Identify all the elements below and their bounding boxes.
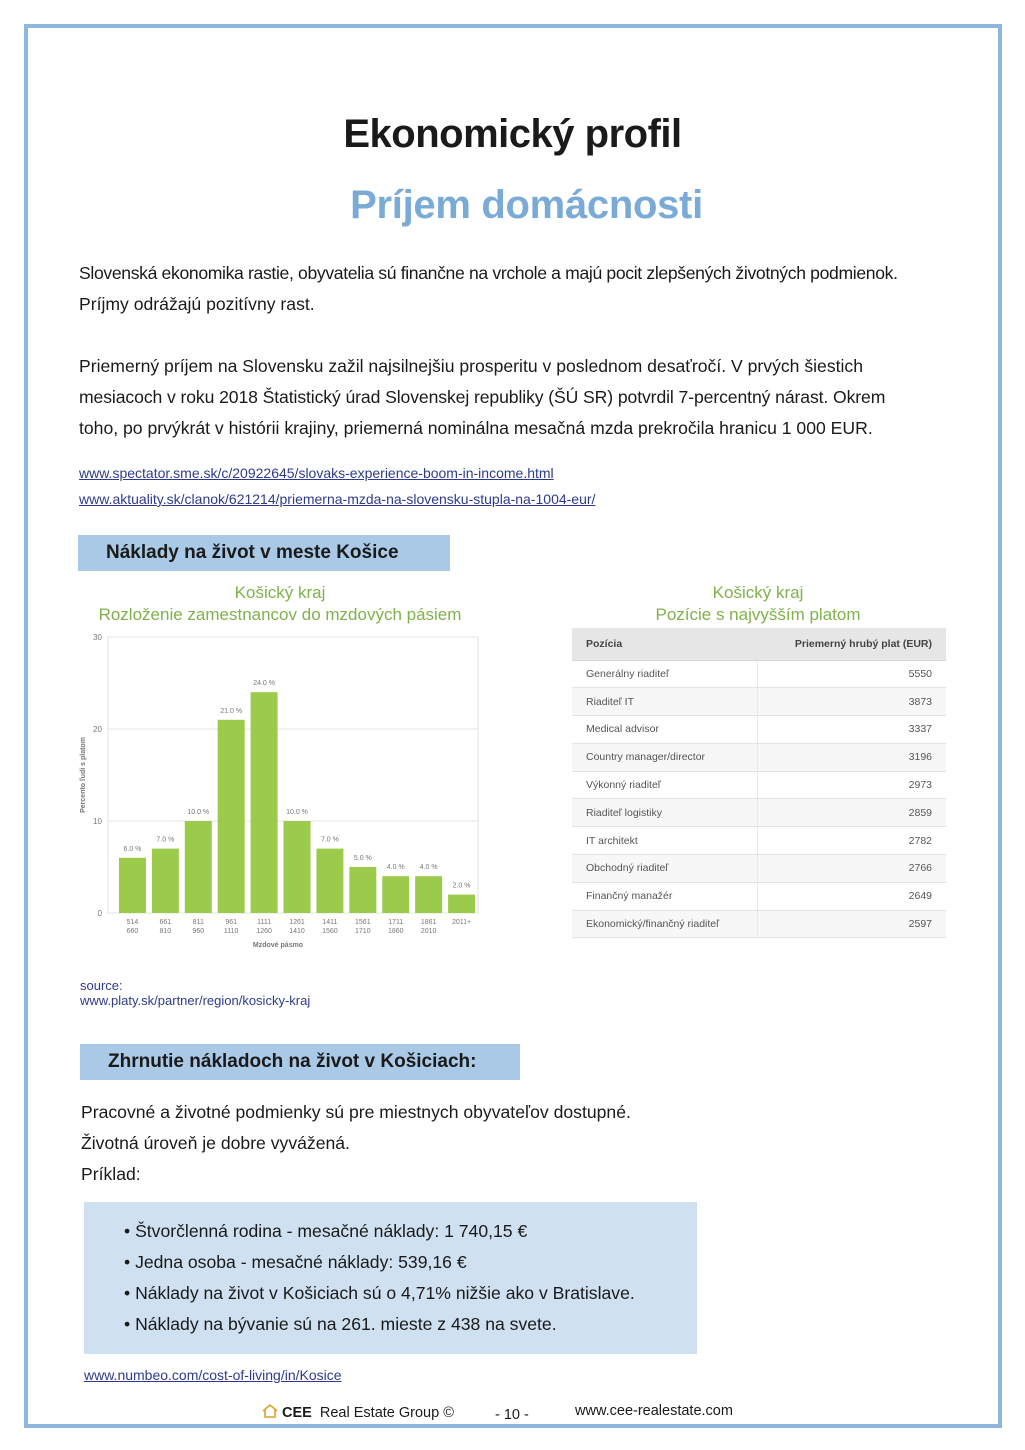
- source-note: [80, 978, 310, 1008]
- x-tick-label: 961: [225, 919, 238, 926]
- footer-brand-name: CEE: [282, 1405, 312, 1421]
- x-tick-label: 1561: [355, 919, 371, 926]
- bar-value-label: 4.0 %: [386, 864, 405, 872]
- x-tick-label-upper: 1560: [322, 928, 338, 935]
- summary-line1: Pracovné a životné podmienky sú pre miestnych obyvateľov dostupné.: [81, 1102, 631, 1122]
- y-axis-title: Percento ľudí s platom: [80, 737, 87, 813]
- table-title-block: [560, 582, 956, 626]
- y-tick-label: 0: [97, 909, 102, 918]
- table-row: [572, 688, 946, 716]
- y-tick-label: 20: [93, 725, 102, 734]
- salary-cell: 2973: [757, 771, 946, 799]
- summary-line3: Príklad:: [81, 1164, 141, 1184]
- salary-cell: 2649: [757, 882, 946, 910]
- bar-value-label: 7.0 %: [156, 836, 175, 844]
- summary-text: [81, 1097, 631, 1190]
- x-tick-label: 1261: [289, 919, 305, 926]
- bar-value-label: 21.0 %: [220, 707, 243, 715]
- position-cell: Riaditeľ IT: [572, 688, 757, 716]
- bar-value-label: 4.0 %: [419, 864, 438, 872]
- y-tick-label: 10: [93, 817, 102, 826]
- position-cell: Generálny riaditeľ: [572, 660, 757, 688]
- bar-value-label: 10.0 %: [286, 809, 308, 816]
- chart-title-block: [80, 582, 480, 626]
- chart-subtitle: Rozloženie zamestnancov do mzdových pásiem: [98, 605, 462, 624]
- bullet-item: • Štvorčlenná rodina - mesačné náklady: 1 740,15 €: [124, 1216, 697, 1247]
- x-tick-label: 661: [159, 919, 172, 926]
- salary-cell: 2597: [757, 910, 946, 938]
- salary-band-chart: [78, 628, 488, 956]
- position-cell: Country manager/director: [572, 743, 757, 771]
- aktuality-link[interactable]: www.aktuality.sk/clanok/621214/priemerna-mzda-na-slovensku-stupla-na-1004-eur/: [79, 491, 596, 507]
- x-tick-label-upper: 1860: [387, 928, 404, 935]
- intro-p2-line1: Priemerný príjem na Slovensku zažil najsilnejšiu prosperitu v poslednom desaťročí. V prvých šiestich: [79, 356, 863, 376]
- bar-value-label: 7.0 %: [320, 836, 339, 844]
- intro-p2-line2: mesiacoch v roku 2018 Štatistický úrad Slovenskej republiky (ŠÚ SR) potvrdil 7-percentný nárast. Okrem: [79, 387, 886, 407]
- x-tick-label: 1411: [322, 919, 338, 926]
- x-tick-label: 514: [126, 919, 139, 926]
- bar: [316, 849, 343, 913]
- intro-paragraph-2: [79, 351, 959, 444]
- table-row: [572, 771, 946, 799]
- x-tick-label-upper: 660: [126, 928, 139, 935]
- x-tick-label-upper: 2010: [420, 928, 437, 935]
- salary-band-chart-svg: [78, 628, 488, 956]
- bar: [382, 876, 409, 913]
- x-tick-label: 1711: [388, 919, 404, 926]
- table-row: [572, 855, 946, 883]
- x-tick-label-upper: 810: [159, 928, 172, 935]
- house-logo-icon: [262, 1403, 278, 1419]
- bar: [349, 867, 376, 913]
- salary-cell: 3873: [757, 688, 946, 716]
- x-tick-label-upper: 1110: [223, 928, 239, 935]
- x-tick-label: 811: [192, 919, 204, 926]
- chart-title: Košický kraj: [234, 583, 326, 602]
- bar: [119, 858, 146, 913]
- bar-value-label: 2.0 %: [452, 882, 471, 890]
- table-row: [572, 716, 946, 744]
- footer-brand: [262, 1403, 454, 1421]
- intro-p2-line3: toho, po prvýkrát v histórii krajiny, priemerná nominálna mesačná mzda prekročila hranicu 1 000 EUR.: [79, 418, 873, 438]
- bullet-item: • Jedna osoba - mesačné náklady: 539,16 €: [124, 1247, 697, 1278]
- position-cell: IT architekt: [572, 827, 757, 855]
- table-row: [572, 882, 946, 910]
- bar: [448, 895, 475, 913]
- bullet-item: • Náklady na bývanie sú na 261. mieste z 438 na svete.: [124, 1309, 697, 1340]
- x-tick-label-upper: 1710: [355, 928, 371, 935]
- bar: [152, 849, 179, 913]
- position-cell: Obchodný riaditeľ: [572, 855, 757, 883]
- footer-page-number: - 10 -: [495, 1407, 529, 1423]
- example-costs-box: [84, 1202, 697, 1354]
- col-salary-header: Priemerný hrubý plat (EUR): [757, 628, 946, 660]
- source-label: source:: [80, 978, 123, 993]
- position-cell: Výkonný riaditeľ: [572, 771, 757, 799]
- intro-p1-line2: Príjmy odrážajú pozitívny rast.: [79, 294, 315, 314]
- intro-p1-line1: Slovenská ekonomika rastie, obyvatelia sú finančne na vrchole a majú pocit zlepšených životných podmienok.: [79, 263, 898, 283]
- intro-paragraph-1: [79, 258, 959, 320]
- salary-cell: 2782: [757, 827, 946, 855]
- summary-line2: Životná úroveň je dobre vyvážená.: [81, 1133, 350, 1153]
- bar-value-label: 6.0 %: [123, 845, 142, 853]
- y-tick-label: 30: [93, 633, 102, 642]
- x-tick-label-upper: 960: [192, 928, 205, 935]
- section-cost-of-living-heading: Náklady na život v meste Košice: [78, 535, 450, 571]
- spectator-link[interactable]: www.spectator.sme.sk/c/20922645/slovaks-experience-boom-in-income.html: [79, 465, 554, 481]
- table-row: [572, 827, 946, 855]
- table-row: [572, 799, 946, 827]
- table-row: [572, 910, 946, 938]
- top-salaries-table: [572, 628, 946, 938]
- table-row: [572, 743, 946, 771]
- table-subtitle: Pozície s najvyšším platom: [655, 605, 861, 624]
- x-tick-label: 2011+: [451, 919, 472, 926]
- bar-value-label: 10.0 %: [187, 809, 210, 816]
- bar: [284, 821, 311, 913]
- x-tick-label-upper: 1410: [289, 928, 305, 935]
- salary-cell: 3196: [757, 743, 946, 771]
- section-summary-heading: Zhrnutie nákladoch na život v Košiciach:: [80, 1044, 520, 1080]
- bar-value-label: 24.0 %: [253, 680, 275, 688]
- bar: [415, 876, 442, 913]
- salary-cell: 3337: [757, 716, 946, 744]
- page-subtitle: Príjem domácnosti: [350, 183, 703, 227]
- position-cell: Medical advisor: [572, 716, 757, 744]
- x-tick-label-upper: 1260: [256, 928, 272, 935]
- salary-cell: 2859: [757, 799, 946, 827]
- bar: [185, 821, 212, 913]
- col-position-header: Pozícia: [572, 628, 757, 660]
- footer-website[interactable]: www.cee-realestate.com: [575, 1403, 733, 1419]
- bar: [218, 720, 245, 913]
- page-title: Ekonomický profil: [343, 112, 682, 156]
- position-cell: Riaditeľ logistiky: [572, 799, 757, 827]
- table-row: [572, 660, 946, 688]
- source-link[interactable]: www.platy.sk/partner/region/kosicky-kraj: [80, 993, 311, 1008]
- x-tick-label: 1111: [257, 919, 272, 926]
- position-cell: Finančný manažér: [572, 882, 757, 910]
- bullet-item: • Náklady na život v Košiciach sú o 4,71% nižšie ako v Bratislave.: [124, 1278, 697, 1309]
- bar-value-label: 5.0 %: [353, 855, 372, 862]
- table-header-row: [572, 628, 946, 660]
- position-cell: Ekonomický/finančný riaditeľ: [572, 910, 757, 938]
- x-tick-label: 1861: [420, 919, 437, 926]
- numbeo-link[interactable]: www.numbeo.com/cost-of-living/in/Kosice: [84, 1367, 342, 1383]
- table-title: Košický kraj: [712, 583, 804, 602]
- bar: [251, 692, 278, 913]
- footer-company: Real Estate Group ©: [319, 1405, 454, 1421]
- salary-cell: 2766: [757, 855, 946, 883]
- x-axis-title: Mzdové pásmo: [252, 942, 304, 949]
- salary-cell: 5550: [757, 660, 946, 688]
